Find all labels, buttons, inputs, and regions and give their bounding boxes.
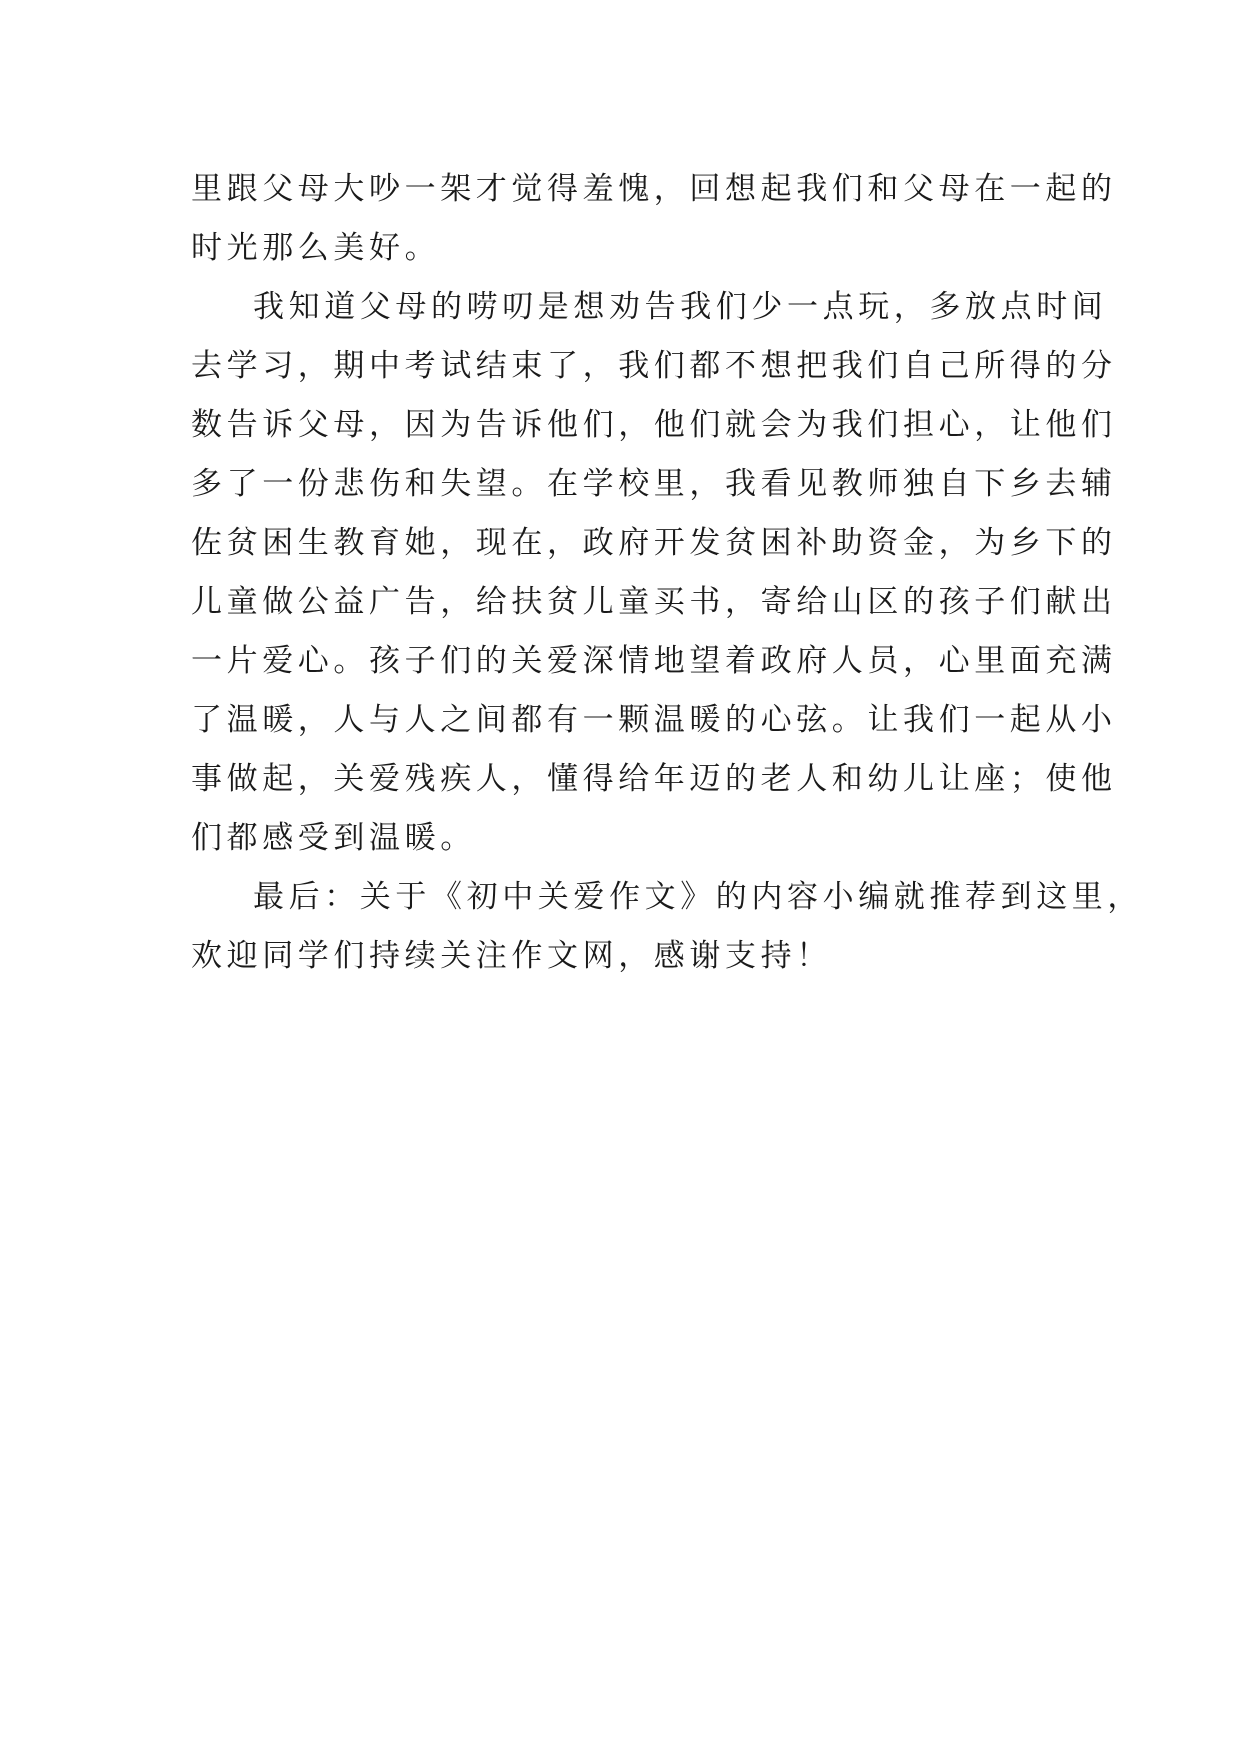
- text-line: 欢迎同学们持续关注作文网，感谢支持！: [191, 938, 832, 974]
- text-line: 们都感受到温暖。: [191, 820, 476, 856]
- text-line: 去学习，期中考试结束了，我们都不想把我们自己所得的分: [191, 348, 1117, 384]
- text-line: 里跟父母大吵一架才觉得羞愧，回想起我们和父母在一起的: [191, 171, 1117, 207]
- text-line: 儿童做公益广告，给扶贫儿童买书，寄给山区的孩子们献出: [191, 584, 1117, 620]
- paragraph-main: [191, 278, 1117, 868]
- paragraph-continuation: [191, 160, 1117, 278]
- text-line: 佐贫困生教育她，现在，政府开发贫困补助资金，为乡下的: [191, 525, 1117, 561]
- text-line: 了温暖，人与人之间都有一颗温暖的心弦。让我们一起从小: [191, 702, 1117, 738]
- text-line: 时光那么美好。: [191, 230, 441, 266]
- text-line: 我知道父母的唠叨是想劝告我们少一点玩，多放点时间: [253, 289, 1108, 325]
- text-line: 最后：关于《初中关爱作文》的内容小编就推荐到这里，: [253, 879, 1143, 915]
- document-body: [191, 160, 1143, 986]
- text-line: 多了一份悲伤和失望。在学校里，我看见教师独自下乡去辅: [191, 466, 1117, 502]
- text-line: 一片爱心。孩子们的关爱深情地望着政府人员，心里面充满: [191, 643, 1117, 679]
- text-line: 事做起，关爱残疾人，懂得给年迈的老人和幼儿让座；使他: [191, 761, 1117, 797]
- text-line: 数告诉父母，因为告诉他们，他们就会为我们担心，让他们: [191, 407, 1117, 443]
- paragraph-closing: [191, 868, 1143, 986]
